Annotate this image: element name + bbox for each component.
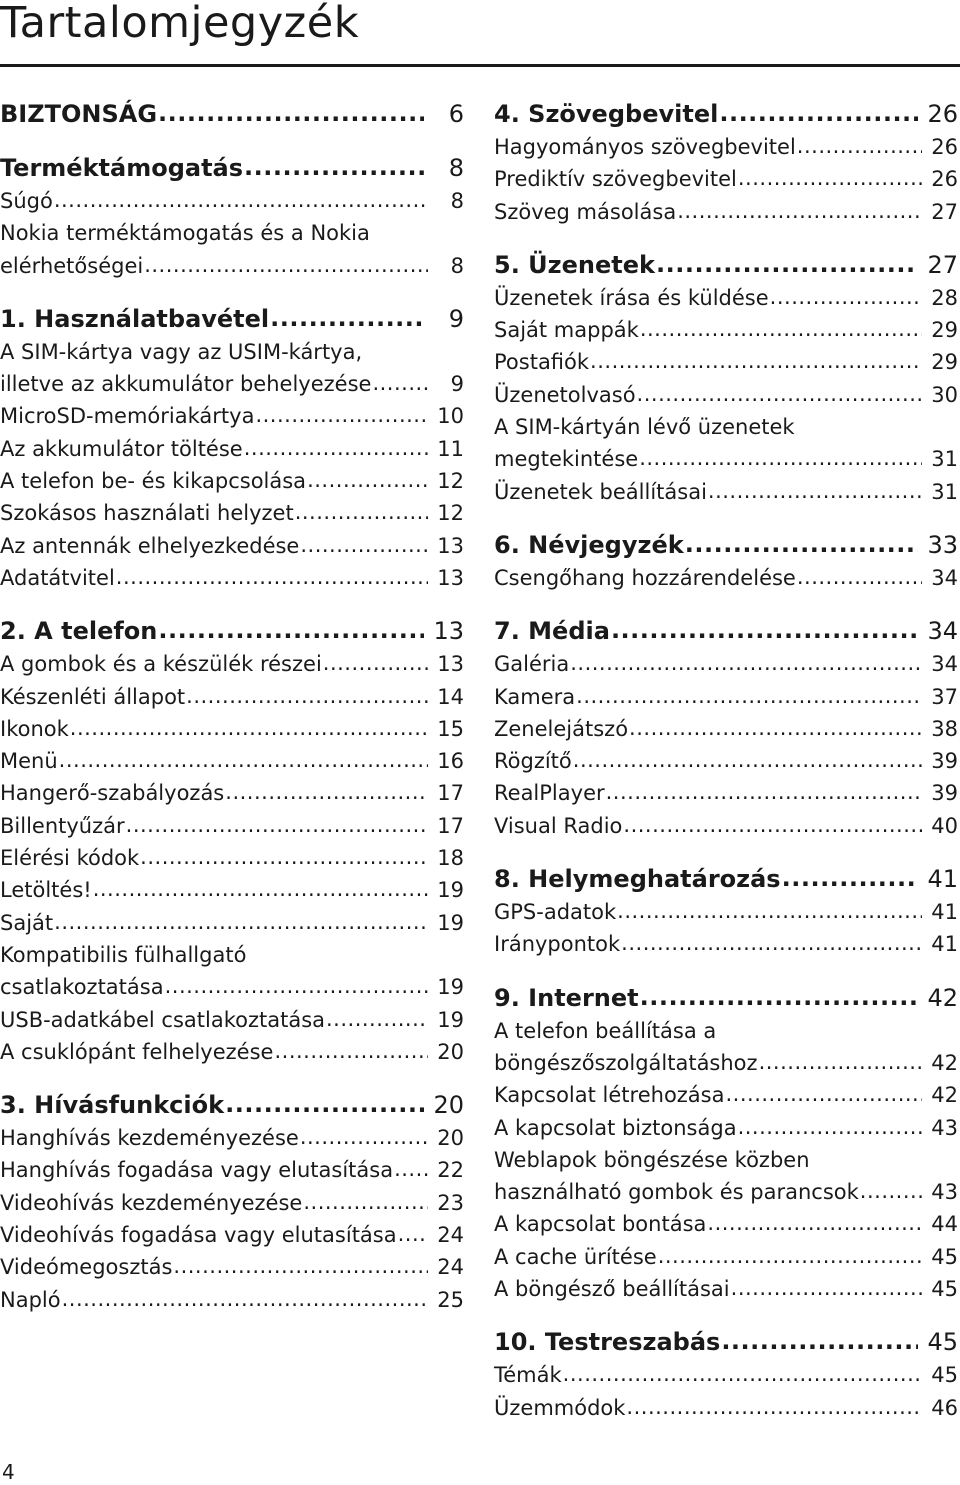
dot-leader [300,529,428,561]
page-title: Tartalomjegyzék [0,0,360,48]
entry-page: 13 [437,652,464,677]
toc-entry[interactable] [0,1187,464,1219]
dot-leader [721,1324,918,1358]
toc-entry[interactable] [0,713,464,745]
entry-text: Videohívás kezdeményezése [0,1190,303,1215]
entry-text-continued: megtekintése [494,447,639,472]
entry-text: Súgó [0,189,53,213]
dot-leader [731,1272,922,1304]
toc-entry[interactable] [0,465,464,497]
dot-leader [640,980,918,1014]
dot-leader [93,873,428,905]
dot-leader [770,281,922,313]
entry-text: Hanghívás kezdeményezése [0,1126,299,1151]
entry-page: 39 [931,781,958,806]
toc-entry[interactable] [0,939,464,1004]
entry-text: A csuklópánt felhelyezése [0,1039,274,1064]
dot-leader [719,96,918,130]
toc-entry[interactable] [0,810,464,842]
entry-page: 19 [437,975,464,1000]
entry-page: 18 [437,846,464,871]
dot-leader [303,1186,428,1218]
dot-leader [116,561,428,593]
toc-entry[interactable] [0,217,464,282]
toc-entry[interactable] [494,196,958,228]
entry-page: 45 [931,1363,958,1388]
toc-entry[interactable] [0,497,464,529]
entry-text: A SIM-kártyán lévő üzenetek [494,415,795,440]
dot-leader [860,1175,922,1207]
dot-leader [738,162,922,194]
toc-entry[interactable] [494,928,958,960]
entry-text: RealPlayer [494,781,605,806]
section-title: 4. Szövegbevitel [494,100,719,128]
dot-leader [640,313,922,345]
entry-text: Szöveg másolása [494,199,677,224]
entry-page: 31 [931,479,958,504]
dot-leader [165,970,428,1002]
toc-entry[interactable] [494,1273,958,1305]
entry-page: 43 [931,1115,958,1140]
entry-text: USB-adatkábel csatlakoztatása [0,1007,325,1032]
entry-text: Visual Radio [494,813,623,838]
toc-section [0,614,464,1068]
toc-entry[interactable] [494,1208,958,1240]
dot-leader [144,249,428,281]
toc-entry[interactable] [0,1154,464,1186]
dot-leader [708,475,922,507]
dot-leader [685,527,918,561]
toc-entry[interactable] [0,745,464,777]
entry-text: A gombok és a készülék részei [0,652,322,677]
entry-text-continued: elérhetőségei [0,253,144,278]
section-page: 41 [927,865,958,894]
entry-text: Menü [0,749,58,774]
section-page: 34 [927,617,958,646]
dot-leader [300,1121,428,1153]
dot-leader [372,367,428,399]
section-page: 45 [927,1328,958,1357]
toc-entry[interactable] [0,777,464,809]
entry-page: 41 [931,900,958,925]
entry-page: 24 [437,1223,464,1248]
dot-leader [70,712,428,744]
toc-entry[interactable] [0,336,464,401]
dot-leader [295,496,428,528]
entry-text: Billentyűzár [0,813,125,838]
dot-leader [623,809,922,841]
entry-text: Témák [494,1363,562,1388]
toc-entry[interactable] [494,896,958,928]
dot-leader [54,184,428,216]
entry-page: 8 [450,253,464,278]
section-title: 1. Használatbavétel [0,304,270,333]
section-page: 42 [927,983,958,1012]
toc-section-heading[interactable] [0,614,464,648]
toc-entry[interactable] [494,1392,958,1424]
entry-text: Készenléti állapot [0,684,186,709]
toc-entry[interactable] [0,1251,464,1283]
entry-page: 46 [931,1395,958,1420]
entry-page: 31 [931,447,958,472]
toc-section [0,302,464,594]
dot-leader [738,1111,922,1143]
dot-leader [255,399,428,431]
entry-text: Adatátvitel [0,565,115,590]
section-title: 6. Névjegyzék [494,530,684,559]
toc-left-column [0,97,464,1316]
entry-text: Saját mappák [494,318,639,343]
toc-entry[interactable] [494,1359,958,1391]
section-title: BIZTONSÁG [0,100,158,128]
entry-text: Hagyományos szövegbevitel [494,135,796,159]
entry-page: 10 [437,404,464,429]
toc-entry[interactable] [494,562,958,594]
section-title: 7. Média [494,617,610,646]
toc-section [494,862,958,961]
entry-text: Letöltés! [0,878,92,903]
entry-page: 19 [437,1007,464,1032]
dot-leader [658,1240,922,1272]
entry-text: Hanghívás fogadása vagy elutasítása [0,1158,394,1183]
entry-page: 37 [931,684,958,709]
toc-entry[interactable] [494,1079,958,1111]
toc-entry[interactable] [494,648,958,680]
entry-text: Weblapok böngészése közben [494,1147,810,1172]
toc-entry[interactable] [494,1241,958,1273]
entry-page: 42 [931,1050,958,1075]
entry-page: 28 [931,285,958,310]
entry-page: 20 [437,1039,464,1064]
entry-text: Elérési kódok [0,846,140,871]
entry-page: 19 [437,878,464,903]
dot-leader [621,927,922,959]
dot-leader [225,776,428,808]
dot-leader [617,895,922,927]
dot-leader [307,464,428,496]
dot-leader [797,130,922,162]
toc-entry[interactable] [0,530,464,562]
entry-page: 25 [437,1287,464,1312]
toc-section [494,1325,958,1424]
dot-leader [629,712,922,744]
toc-entry[interactable] [494,346,958,378]
entry-text: Videohívás fogadása vagy elutasítása [0,1223,397,1248]
toc-entry[interactable] [494,282,958,314]
toc-entry[interactable] [0,185,464,217]
entry-text: Kamera [494,684,576,709]
section-page: 26 [927,100,958,128]
toc-entry[interactable] [0,842,464,874]
dot-leader [59,744,428,776]
toc-section-heading[interactable] [0,97,464,131]
title-divider [0,64,960,67]
entry-text: A telefon be- és kikapcsolása [0,469,307,494]
toc-entry[interactable] [0,681,464,713]
section-title: 3. Hívásfunkciók [0,1091,225,1120]
dot-leader [707,1207,922,1239]
entry-page: 27 [931,199,958,224]
section-title: 9. Internet [494,983,639,1012]
entry-text: Iránypontok [494,932,621,957]
entry-text: Videómegosztás [0,1255,173,1280]
dot-leader [576,680,922,712]
entry-page: 42 [931,1083,958,1108]
entry-text-continued: illetve az akkumulátor behelyezése [0,372,372,397]
dot-leader [570,647,922,679]
dot-leader [626,1391,922,1423]
entry-text: MicroSD-memóriakártya [0,404,255,429]
entry-text: A kapcsolat bontása [494,1212,707,1237]
entry-text: GPS-adatok [494,900,617,925]
dot-leader [158,96,424,130]
toc-entry[interactable] [494,777,958,809]
section-page: 27 [927,250,958,279]
toc-entry[interactable] [494,1144,958,1209]
section-title: 2. A telefon [0,617,158,646]
entry-text-continued: használható gombok és parancsok [494,1180,859,1205]
toc-entry[interactable] [494,745,958,777]
section-title: 10. Testreszabás [494,1328,721,1357]
entry-text: A böngésző beállításai [494,1277,730,1302]
entry-text: Üzenetek írása és küldése [494,285,769,310]
entry-page: 43 [931,1180,958,1205]
toc-section-heading[interactable] [494,1325,958,1359]
toc-section [0,1088,464,1316]
entry-text: Üzenetolvasó [494,382,636,407]
dot-leader [637,378,922,410]
dot-leader [677,195,922,227]
entry-page: 13 [437,565,464,590]
toc-section [494,614,958,842]
toc-section [494,981,958,1306]
toc-entry[interactable] [0,562,464,594]
toc-entry[interactable] [494,1015,958,1080]
dot-leader [573,744,922,776]
toc-entry[interactable] [0,648,464,680]
section-page: 33 [927,530,958,559]
toc-entry[interactable] [0,1122,464,1154]
dot-leader [186,680,428,712]
dot-leader [394,1153,428,1185]
dot-leader [225,1087,424,1121]
entry-text-continued: böngészőszolgáltatáshoz [494,1050,758,1075]
toc-section-heading[interactable] [494,862,958,896]
entry-text-continued: csatlakoztatása [0,975,164,1000]
dot-leader [140,841,428,873]
toc-entry[interactable] [0,1284,464,1316]
entry-text: A telefon beállítása a [494,1018,717,1043]
toc-entry[interactable] [0,1219,464,1251]
entry-page: 17 [437,781,464,806]
toc-section [494,528,958,594]
entry-page: 34 [931,565,958,590]
entry-text: Postafiók [494,350,590,375]
entry-page: 29 [931,350,958,375]
entry-text: Csengőhang hozzárendelése [494,565,796,590]
toc-entry[interactable] [0,1036,464,1068]
entry-text: Nokia terméktámogatás és a Nokia [0,221,370,246]
entry-page: 34 [931,652,958,677]
dot-leader [656,247,918,281]
dot-leader [797,561,922,593]
dot-leader [759,1046,922,1078]
dot-leader [54,906,428,938]
section-page: 8 [448,154,464,182]
entry-page: 23 [437,1190,464,1215]
section-page: 13 [433,617,464,646]
entry-page: 29 [931,318,958,343]
entry-text: Kompatibilis fülhallgató [0,942,247,967]
toc-section-heading[interactable] [0,1088,464,1122]
toc-entry[interactable] [0,400,464,432]
entry-page: 12 [437,469,464,494]
entry-text: Prediktív szövegbevitel [494,167,737,192]
page-number: 4 [2,1460,15,1484]
entry-page: 16 [437,749,464,774]
entry-page: 41 [931,932,958,957]
toc-entry[interactable] [494,681,958,713]
entry-text: Hangerő-szabályozás [0,781,225,806]
dot-leader [173,1250,428,1282]
entry-page: 20 [437,1126,464,1151]
entry-text: Kapcsolat létrehozása [494,1083,725,1108]
toc-section-heading[interactable] [0,151,464,185]
toc-entry[interactable] [494,1112,958,1144]
toc-entry[interactable] [0,433,464,465]
dot-leader [158,613,424,647]
toc-entry[interactable] [494,379,958,411]
toc-section [0,97,464,131]
toc-entry[interactable] [494,476,958,508]
section-title: 8. Helymeghatározás [494,865,781,894]
dot-leader [126,809,428,841]
entry-text: Rögzítő [494,749,572,774]
entry-page: 12 [437,501,464,526]
section-title: 5. Üzenetek [494,250,655,279]
toc-section-heading[interactable] [494,248,958,282]
entry-page: 40 [931,813,958,838]
entry-page: 45 [931,1277,958,1302]
toc-entry[interactable] [494,713,958,745]
entry-text: Saját [0,910,54,935]
entry-page: 15 [437,716,464,741]
dot-leader [62,1283,428,1315]
section-page: 9 [448,304,464,333]
entry-page: 19 [437,910,464,935]
dot-leader [244,150,424,184]
entry-text: A cache ürítése [494,1244,657,1269]
entry-text: Az akkumulátor töltése [0,436,243,461]
entry-page: 9 [450,372,464,397]
entry-page: 13 [437,533,464,558]
toc-section-heading[interactable] [494,528,958,562]
entry-page: 26 [931,135,958,159]
entry-text: A kapcsolat biztonsága [494,1115,737,1140]
dot-leader [323,647,428,679]
entry-page: 38 [931,716,958,741]
dot-leader [326,1003,428,1035]
toc-entry[interactable] [0,1004,464,1036]
dot-leader [611,613,918,647]
entry-page: 17 [437,813,464,838]
toc-section-heading[interactable] [0,302,464,336]
entry-page: 24 [437,1255,464,1280]
dot-leader [590,345,922,377]
toc-entry[interactable] [0,907,464,939]
entry-text: Üzemmódok [494,1395,626,1420]
dot-leader [726,1078,923,1110]
entry-page: 45 [931,1244,958,1269]
toc-section [494,248,958,508]
dot-leader [563,1358,922,1390]
dot-leader [398,1218,428,1250]
entry-text: Ikonok [0,716,69,741]
dot-leader [606,776,922,808]
entry-page: 44 [931,1212,958,1237]
dot-leader [274,1035,428,1067]
entry-page: 14 [437,684,464,709]
toc-entry[interactable] [494,163,958,195]
entry-text: Üzenetek beállításai [494,479,707,504]
toc-entry[interactable] [0,874,464,906]
dot-leader [782,861,918,895]
toc-section-heading[interactable] [494,97,958,131]
entry-page: 11 [437,436,464,461]
dot-leader [639,442,922,474]
entry-text: Zenelejátszó [494,716,629,741]
entry-page: 30 [931,382,958,407]
toc-entry[interactable] [494,314,958,346]
entry-text: Galéria [494,652,570,677]
entry-text: Az antennák elhelyezkedése [0,533,300,558]
entry-text: Napló [0,1287,61,1312]
toc-section-heading[interactable] [494,614,958,648]
toc-entry[interactable] [494,411,958,476]
toc-section [494,97,958,228]
entry-page: 22 [437,1158,464,1183]
toc-entry[interactable] [494,131,958,163]
entry-page: 26 [931,167,958,192]
toc-right-column [494,97,958,1424]
entry-text: A SIM-kártya vagy az USIM-kártya, [0,339,363,364]
section-page: 20 [433,1091,464,1120]
dot-leader [270,301,424,335]
entry-text: Szokásos használati helyzet [0,501,294,526]
toc-entry[interactable] [494,810,958,842]
toc-section-heading[interactable] [494,981,958,1015]
section-page: 6 [448,100,464,128]
dot-leader [244,432,428,464]
toc-section [0,151,464,282]
entry-page: 39 [931,749,958,774]
entry-page: 8 [450,189,464,213]
section-title: Terméktámogatás [0,154,244,182]
